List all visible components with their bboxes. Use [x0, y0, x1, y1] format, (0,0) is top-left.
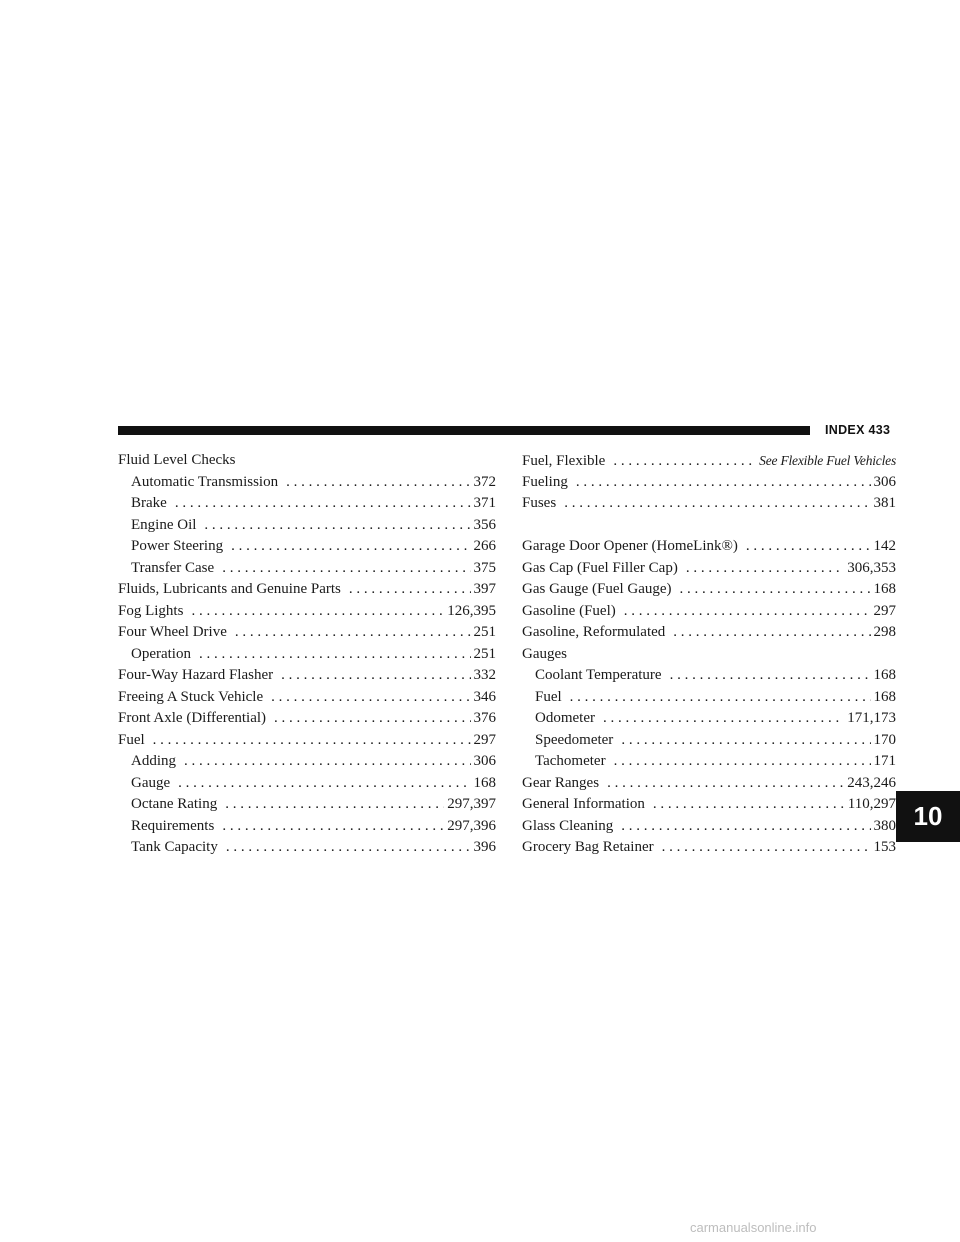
dot-leader	[274, 708, 470, 730]
index-entry	[118, 665, 496, 687]
page-reference: 298	[873, 624, 896, 640]
index-subentry	[118, 751, 496, 773]
page-reference: 142	[873, 538, 896, 554]
page-reference: 110,297	[847, 796, 896, 812]
index-subentry	[118, 816, 496, 838]
index-term: Gear Ranges	[522, 774, 600, 791]
index-term: Gasoline (Fuel)	[522, 602, 616, 619]
index-term: Front Axle (Differential)	[118, 710, 267, 726]
page-reference: 396	[473, 839, 496, 855]
page-reference: 332	[473, 667, 496, 683]
dot-leader	[570, 687, 871, 709]
dot-leader	[624, 601, 871, 623]
page-reference: 297,396	[447, 817, 496, 834]
dot-leader	[621, 730, 870, 752]
index-term: Fuses	[522, 495, 557, 511]
index-term: Four-Way Hazard Flasher	[118, 667, 274, 683]
index-entry	[522, 794, 896, 816]
dot-leader	[576, 472, 871, 494]
index-term: Fluids, Lubricants and Genuine Parts	[118, 581, 341, 597]
index-term: Automatic Transmission	[131, 473, 279, 490]
index-term: Fueling	[522, 473, 568, 490]
index-term: Fuel	[118, 731, 145, 748]
index-subentry	[118, 493, 496, 515]
page-reference: 251	[473, 624, 496, 640]
index-subentry	[118, 644, 496, 666]
page-reference: 371	[473, 495, 496, 511]
index-entry	[522, 816, 896, 838]
index-subentry	[522, 708, 896, 730]
page-reference: 380	[873, 817, 896, 834]
index-subentry	[522, 665, 896, 687]
page-reference: 251	[473, 645, 496, 662]
chapter-tab	[896, 791, 960, 842]
index-column-right	[522, 450, 896, 859]
page-reference: 397	[473, 581, 496, 597]
index-subentry	[118, 558, 496, 580]
page-reference: 306,353	[847, 559, 896, 576]
index-entry	[522, 493, 896, 515]
index-subentry	[118, 472, 496, 494]
dot-leader	[746, 536, 871, 558]
page-reference: 372	[473, 473, 496, 490]
index-term: Tank Capacity	[131, 839, 218, 855]
index-term: Fog Lights	[118, 602, 184, 619]
page-reference: 168	[873, 667, 896, 683]
page-reference: 243,246	[847, 774, 896, 791]
page-reference: 171,173	[847, 710, 896, 726]
watermark: carmanualsonline.info	[690, 1220, 817, 1235]
page-reference: 126,395	[447, 602, 496, 619]
page-reference: 306	[873, 473, 896, 490]
page-reference: 346	[473, 688, 496, 705]
index-term: Freeing A Stuck Vehicle	[118, 688, 264, 705]
index-term: Grocery Bag Retainer	[522, 839, 654, 855]
dot-leader	[235, 622, 471, 644]
dot-leader	[204, 515, 470, 537]
dot-leader	[184, 751, 471, 773]
page-reference: 170	[873, 731, 896, 748]
chapter-number: 10	[913, 801, 943, 831]
dot-leader	[607, 773, 844, 795]
index-term: Four Wheel Drive	[118, 624, 227, 640]
dot-leader	[564, 493, 870, 515]
page-reference: 266	[473, 538, 496, 554]
index-entry	[522, 601, 896, 623]
index-entry	[522, 837, 896, 859]
index-term: Glass Cleaning	[522, 817, 614, 834]
dot-leader	[670, 665, 871, 687]
page-reference: See Flexible Fuel Vehicles	[759, 453, 896, 468]
index-term: General Information	[522, 796, 645, 812]
dot-leader	[613, 451, 756, 473]
index-entry	[522, 773, 896, 795]
page-reference: 297	[473, 731, 496, 748]
dot-leader	[621, 816, 870, 838]
index-entry	[118, 450, 496, 472]
index-term: Transfer Case	[131, 559, 215, 576]
page-header-label: INDEX 433	[825, 423, 891, 437]
index-term: Gas Cap (Fuel Filler Cap)	[522, 559, 678, 576]
index-subentry	[522, 751, 896, 773]
index-entry	[522, 644, 896, 666]
index-term: Fuel	[535, 688, 562, 705]
page-reference: 381	[873, 495, 896, 511]
index-entry	[118, 579, 496, 601]
dot-leader	[653, 794, 845, 816]
index-entry	[522, 472, 896, 494]
index-term: Garage Door Opener (HomeLink®)	[522, 538, 738, 554]
dot-leader	[286, 472, 470, 494]
index-term: Gasoline, Reformulated	[522, 624, 666, 640]
index-subentry	[522, 687, 896, 709]
dot-leader	[153, 730, 471, 752]
index-term: Speedometer	[535, 731, 614, 748]
index-term: Tachometer	[535, 753, 606, 769]
index-entry	[118, 708, 496, 730]
page-reference: 168	[873, 688, 896, 705]
dot-leader	[603, 708, 844, 730]
index-entry	[118, 730, 496, 752]
dot-leader	[281, 665, 470, 687]
index-entry	[118, 687, 496, 709]
page-reference: 168	[473, 774, 496, 791]
dot-leader	[271, 687, 470, 709]
index-term: Odometer	[535, 710, 595, 726]
header-rule	[118, 426, 810, 435]
index-term: Fluid Level Checks	[118, 452, 236, 468]
index-entry	[522, 558, 896, 580]
index-term: Octane Rating	[131, 796, 218, 812]
index-term: Gauges	[522, 645, 567, 662]
page-reference: 297,397	[447, 796, 496, 812]
page-reference: 356	[473, 516, 496, 533]
index-subentry	[118, 794, 496, 816]
index-entry	[522, 536, 896, 558]
dot-leader	[226, 837, 471, 859]
index-term: Power Steering	[131, 538, 224, 554]
page-reference: 153	[873, 839, 896, 855]
dot-leader	[222, 558, 470, 580]
index-entry	[118, 622, 496, 644]
page-reference: 297	[873, 602, 896, 619]
index-subentry	[118, 536, 496, 558]
dot-leader	[231, 536, 470, 558]
index-subentry	[118, 515, 496, 537]
index-subentry	[118, 837, 496, 859]
index-term: Adding	[131, 753, 176, 769]
page-reference: 376	[473, 710, 496, 726]
dot-leader	[349, 579, 471, 601]
section-spacer	[522, 515, 896, 537]
dot-leader	[673, 622, 870, 644]
index-term: Engine Oil	[131, 516, 197, 533]
page-reference: 306	[473, 753, 496, 769]
index-term: Requirements	[131, 817, 215, 834]
index-term: Gauge	[131, 774, 171, 791]
dot-leader	[178, 773, 470, 795]
dot-leader	[222, 816, 444, 838]
index-entry	[522, 622, 896, 644]
index-entry	[522, 579, 896, 601]
index-entry	[522, 450, 896, 472]
dot-leader	[191, 601, 444, 623]
dot-leader	[662, 837, 871, 859]
index-term: Fuel, Flexible	[522, 453, 606, 469]
index-term: Coolant Temperature	[535, 667, 662, 683]
index-term: Brake	[131, 495, 167, 511]
index-term: Operation	[131, 645, 191, 662]
dot-leader	[199, 644, 471, 666]
index-column-left	[118, 450, 496, 859]
dot-leader	[175, 493, 471, 515]
page-reference: 375	[473, 559, 496, 576]
dot-leader	[686, 558, 844, 580]
page-reference: 171	[873, 753, 896, 769]
index-subentry	[118, 773, 496, 795]
page-reference: 168	[873, 581, 896, 597]
dot-leader	[614, 751, 871, 773]
dot-leader	[225, 794, 444, 816]
index-entry	[118, 601, 496, 623]
dot-leader	[680, 579, 871, 601]
index-subentry	[522, 730, 896, 752]
index-term: Gas Gauge (Fuel Gauge)	[522, 581, 672, 597]
